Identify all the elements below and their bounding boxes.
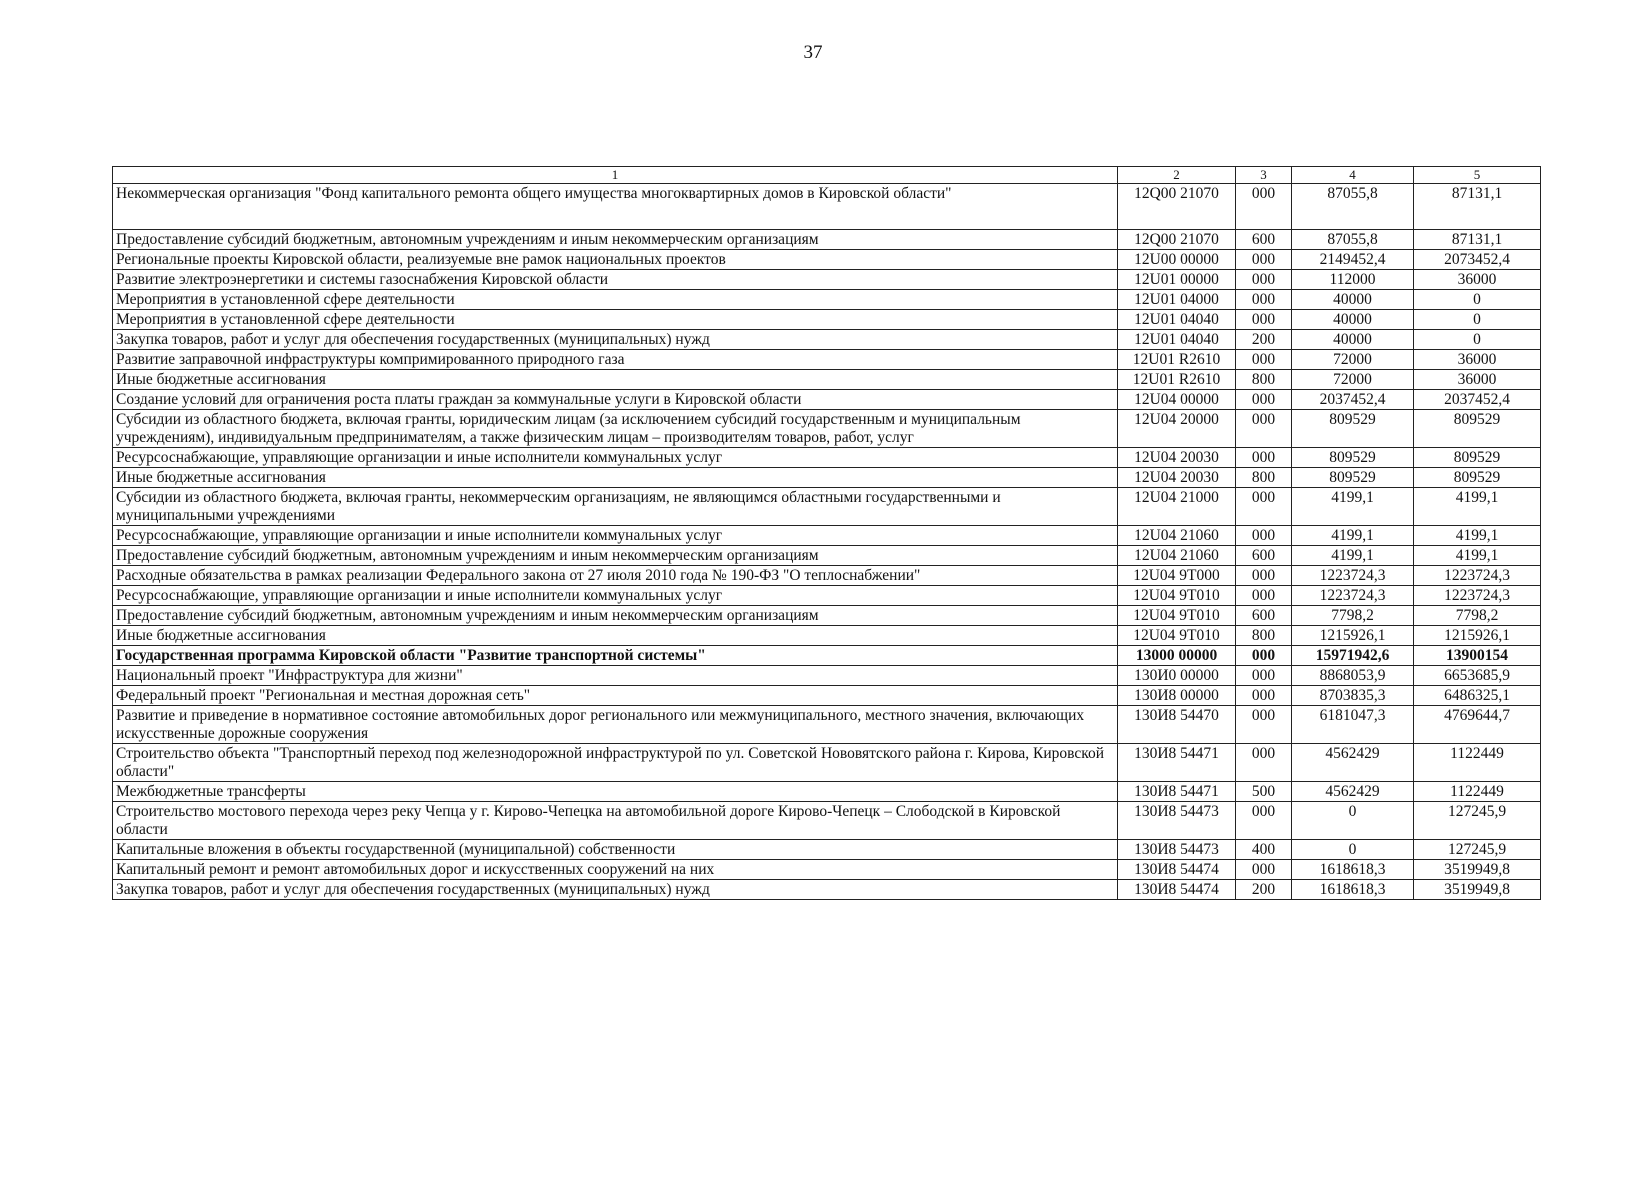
amount-year2-cell: 7798,2	[1414, 606, 1541, 626]
row-name-cell: Капитальный ремонт и ремонт автомобильных дорог и искусственных сооружений на них	[113, 860, 1118, 880]
table-row	[113, 448, 1541, 468]
target-article-cell: 130И8 54473	[1118, 802, 1236, 840]
amount-year1-cell: 72000	[1292, 370, 1414, 390]
amount-year2-cell: 0	[1414, 310, 1541, 330]
table-row	[113, 370, 1541, 390]
table-row	[113, 626, 1541, 646]
expense-type-cell: 000	[1236, 646, 1292, 666]
target-article-cell: 130И8 54474	[1118, 860, 1236, 880]
amount-year2-cell: 87131,1	[1414, 230, 1541, 250]
table-row	[113, 666, 1541, 686]
amount-year1-cell: 8703835,3	[1292, 686, 1414, 706]
row-name-cell: Ресурсоснабжающие, управляющие организации и иные исполнители коммунальных услуг	[113, 526, 1118, 546]
amount-year1-cell: 4562429	[1292, 744, 1414, 782]
target-article-cell: 12U04 21000	[1118, 488, 1236, 526]
target-article-cell: 12U01 04000	[1118, 290, 1236, 310]
table-row	[113, 606, 1541, 626]
row-name-cell: Субсидии из областного бюджета, включая гранты, некоммерческим организациям, не являющимся областными государственными и муниципальными учреждениями	[113, 488, 1118, 526]
row-name-cell: Мероприятия в установленной сфере деятельности	[113, 290, 1118, 310]
amount-year1-cell: 1618618,3	[1292, 860, 1414, 880]
target-article-cell: 12U00 00000	[1118, 250, 1236, 270]
expense-type-cell: 200	[1236, 880, 1292, 900]
expense-type-cell: 000	[1236, 586, 1292, 606]
amount-year1-cell: 1223724,3	[1292, 566, 1414, 586]
amount-year1-cell: 2037452,4	[1292, 390, 1414, 410]
row-name-cell: Создание условий для ограничения роста платы граждан за коммунальные услуги в Кировской области	[113, 390, 1118, 410]
amount-year2-cell: 6653685,9	[1414, 666, 1541, 686]
target-article-cell: 12U04 9T010	[1118, 586, 1236, 606]
amount-year2-cell: 2037452,4	[1414, 390, 1541, 410]
expense-type-cell: 000	[1236, 666, 1292, 686]
amount-year1-cell: 87055,8	[1292, 184, 1414, 230]
column-number-3: 3	[1236, 167, 1292, 184]
target-article-cell: 13000 00000	[1118, 646, 1236, 666]
column-number-4: 4	[1292, 167, 1414, 184]
expense-type-cell: 400	[1236, 840, 1292, 860]
amount-year2-cell: 13900154	[1414, 646, 1541, 666]
target-article-cell: 12U01 00000	[1118, 270, 1236, 290]
table-row	[113, 880, 1541, 900]
table-row	[113, 802, 1541, 840]
table-row	[113, 546, 1541, 566]
amount-year1-cell: 112000	[1292, 270, 1414, 290]
expense-type-cell: 000	[1236, 184, 1292, 230]
expense-type-cell: 600	[1236, 546, 1292, 566]
amount-year1-cell: 87055,8	[1292, 230, 1414, 250]
target-article-cell: 12Q00 21070	[1118, 230, 1236, 250]
amount-year2-cell: 1215926,1	[1414, 626, 1541, 646]
target-article-cell: 12U01 04040	[1118, 310, 1236, 330]
row-name-cell: Федеральный проект "Региональная и местная дорожная сеть"	[113, 686, 1118, 706]
amount-year1-cell: 8868053,9	[1292, 666, 1414, 686]
amount-year1-cell: 1223724,3	[1292, 586, 1414, 606]
amount-year1-cell: 6181047,3	[1292, 706, 1414, 744]
row-name-cell: Развитие заправочной инфраструктуры компримированного природного газа	[113, 350, 1118, 370]
target-article-cell: 12U01 R2610	[1118, 350, 1236, 370]
amount-year2-cell: 3519949,8	[1414, 880, 1541, 900]
amount-year1-cell: 1215926,1	[1292, 626, 1414, 646]
row-name-cell: Расходные обязательства в рамках реализации Федерального закона от 27 июля 2010 года № 190-ФЗ "О теплоснабжении"	[113, 566, 1118, 586]
amount-year2-cell: 127245,9	[1414, 840, 1541, 860]
amount-year2-cell: 1122449	[1414, 744, 1541, 782]
target-article-cell: 12U04 21060	[1118, 526, 1236, 546]
row-name-cell: Иные бюджетные ассигнования	[113, 370, 1118, 390]
expense-type-cell: 000	[1236, 448, 1292, 468]
target-article-cell: 130И8 00000	[1118, 686, 1236, 706]
row-name-cell: Ресурсоснабжающие, управляющие организации и иные исполнители коммунальных услуг	[113, 586, 1118, 606]
table-row	[113, 526, 1541, 546]
row-name-cell: Развитие электроэнергетики и системы газоснабжения Кировской области	[113, 270, 1118, 290]
target-article-cell: 12U04 9T010	[1118, 606, 1236, 626]
amount-year1-cell: 2149452,4	[1292, 250, 1414, 270]
amount-year1-cell: 0	[1292, 802, 1414, 840]
table-row	[113, 488, 1541, 526]
expense-type-cell: 600	[1236, 230, 1292, 250]
target-article-cell: 130И0 00000	[1118, 666, 1236, 686]
row-name-cell: Предоставление субсидий бюджетным, автономным учреждениям и иным некоммерческим организациям	[113, 230, 1118, 250]
table-row	[113, 860, 1541, 880]
target-article-cell: 12U01 04040	[1118, 330, 1236, 350]
row-name-cell: Ресурсоснабжающие, управляющие организации и иные исполнители коммунальных услуг	[113, 448, 1118, 468]
table-row	[113, 350, 1541, 370]
table-row	[113, 566, 1541, 586]
table-row	[113, 310, 1541, 330]
amount-year2-cell: 0	[1414, 330, 1541, 350]
target-article-cell: 130И8 54471	[1118, 744, 1236, 782]
target-article-cell: 130И8 54471	[1118, 782, 1236, 802]
row-name-cell: Предоставление субсидий бюджетным, автономным учреждениям и иным некоммерческим организациям	[113, 606, 1118, 626]
column-number-row	[113, 167, 1541, 184]
amount-year2-cell: 809529	[1414, 468, 1541, 488]
expense-type-cell: 600	[1236, 606, 1292, 626]
amount-year2-cell: 809529	[1414, 448, 1541, 468]
amount-year1-cell: 0	[1292, 840, 1414, 860]
amount-year2-cell: 3519949,8	[1414, 860, 1541, 880]
amount-year2-cell: 6486325,1	[1414, 686, 1541, 706]
target-article-cell: 12U01 R2610	[1118, 370, 1236, 390]
amount-year1-cell: 7798,2	[1292, 606, 1414, 626]
amount-year2-cell: 4199,1	[1414, 546, 1541, 566]
expense-type-cell: 800	[1236, 626, 1292, 646]
table-row	[113, 468, 1541, 488]
row-name-cell: Предоставление субсидий бюджетным, автономным учреждениям и иным некоммерческим организациям	[113, 546, 1118, 566]
row-name-cell: Закупка товаров, работ и услуг для обеспечения государственных (муниципальных) нужд	[113, 880, 1118, 900]
expense-type-cell: 000	[1236, 250, 1292, 270]
amount-year1-cell: 40000	[1292, 290, 1414, 310]
amount-year1-cell: 809529	[1292, 468, 1414, 488]
table-row	[113, 840, 1541, 860]
table-row	[113, 646, 1541, 666]
row-name-cell: Закупка товаров, работ и услуг для обеспечения государственных (муниципальных) нужд	[113, 330, 1118, 350]
expense-type-cell: 000	[1236, 802, 1292, 840]
table-row	[113, 686, 1541, 706]
row-name-cell: Региональные проекты Кировской области, реализуемые вне рамок национальных проектов	[113, 250, 1118, 270]
table-row	[113, 270, 1541, 290]
amount-year2-cell: 1122449	[1414, 782, 1541, 802]
amount-year1-cell: 72000	[1292, 350, 1414, 370]
expense-type-cell: 000	[1236, 860, 1292, 880]
table-row	[113, 706, 1541, 744]
row-name-cell: Национальный проект "Инфраструктура для жизни"	[113, 666, 1118, 686]
column-number-5: 5	[1414, 167, 1541, 184]
row-name-cell: Государственная программа Кировской области "Развитие транспортной системы"	[113, 646, 1118, 666]
row-name-cell: Строительство объекта "Транспортный переход под железнодорожной инфраструктурой по ул. Советской Нововятского района г. Кирова, Кировской области"	[113, 744, 1118, 782]
amount-year2-cell: 4769644,7	[1414, 706, 1541, 744]
amount-year1-cell: 809529	[1292, 410, 1414, 448]
target-article-cell: 12U04 9T000	[1118, 566, 1236, 586]
expense-type-cell: 000	[1236, 488, 1292, 526]
table-row	[113, 184, 1541, 230]
amount-year2-cell: 2073452,4	[1414, 250, 1541, 270]
amount-year1-cell: 4199,1	[1292, 488, 1414, 526]
expense-type-cell: 200	[1236, 330, 1292, 350]
target-article-cell: 12Q00 21070	[1118, 184, 1236, 230]
row-name-cell: Иные бюджетные ассигнования	[113, 468, 1118, 488]
row-name-cell: Субсидии из областного бюджета, включая гранты, юридическим лицам (за исключением субсидий государственным и муниципальным учреждениям), индивидуальным предпринимателям, а также физическим лицам – производителям товаров, работ, услуг	[113, 410, 1118, 448]
amount-year1-cell: 40000	[1292, 330, 1414, 350]
amount-year1-cell: 15971942,6	[1292, 646, 1414, 666]
page-number: 37	[803, 42, 823, 63]
amount-year2-cell: 1223724,3	[1414, 566, 1541, 586]
target-article-cell: 12U04 9T010	[1118, 626, 1236, 646]
table-row	[113, 250, 1541, 270]
column-number-1: 1	[113, 167, 1118, 184]
table-row	[113, 330, 1541, 350]
amount-year2-cell: 809529	[1414, 410, 1541, 448]
amount-year1-cell: 809529	[1292, 448, 1414, 468]
amount-year2-cell: 4199,1	[1414, 488, 1541, 526]
table-row	[113, 744, 1541, 782]
row-name-cell: Некоммерческая организация "Фонд капитального ремонта общего имущества многоквартирных домов в Кировской области"	[113, 184, 1118, 230]
column-number-2: 2	[1118, 167, 1236, 184]
row-name-cell: Иные бюджетные ассигнования	[113, 626, 1118, 646]
target-article-cell: 130И8 54470	[1118, 706, 1236, 744]
expense-type-cell: 000	[1236, 526, 1292, 546]
row-name-cell: Строительство мостового перехода через реку Чепца у г. Кирово-Чепецка на автомобильной дороге Кирово-Чепецк – Слободской в Кировской области	[113, 802, 1118, 840]
target-article-cell: 12U04 00000	[1118, 390, 1236, 410]
amount-year1-cell: 4562429	[1292, 782, 1414, 802]
amount-year2-cell: 1223724,3	[1414, 586, 1541, 606]
expense-type-cell: 500	[1236, 782, 1292, 802]
amount-year1-cell: 4199,1	[1292, 526, 1414, 546]
row-name-cell: Развитие и приведение в нормативное состояние автомобильных дорог регионального или межмуниципального, местного значения, включающих искусственные дорожные сооружения	[113, 706, 1118, 744]
amount-year1-cell: 1618618,3	[1292, 880, 1414, 900]
amount-year2-cell: 36000	[1414, 350, 1541, 370]
amount-year2-cell: 4199,1	[1414, 526, 1541, 546]
amount-year2-cell: 36000	[1414, 370, 1541, 390]
expense-type-cell: 000	[1236, 310, 1292, 330]
amount-year2-cell: 87131,1	[1414, 184, 1541, 230]
row-name-cell: Мероприятия в установленной сфере деятельности	[113, 310, 1118, 330]
table-row	[113, 230, 1541, 250]
amount-year2-cell: 0	[1414, 290, 1541, 310]
table-row	[113, 410, 1541, 448]
target-article-cell: 130И8 54473	[1118, 840, 1236, 860]
expense-type-cell: 000	[1236, 270, 1292, 290]
target-article-cell: 130И8 54474	[1118, 880, 1236, 900]
expense-type-cell: 000	[1236, 410, 1292, 448]
amount-year2-cell: 127245,9	[1414, 802, 1541, 840]
expense-type-cell: 000	[1236, 350, 1292, 370]
row-name-cell: Межбюджетные трансферты	[113, 782, 1118, 802]
target-article-cell: 12U04 21060	[1118, 546, 1236, 566]
amount-year1-cell: 4199,1	[1292, 546, 1414, 566]
expense-type-cell: 000	[1236, 566, 1292, 586]
target-article-cell: 12U04 20030	[1118, 448, 1236, 468]
amount-year1-cell: 40000	[1292, 310, 1414, 330]
budget-table	[112, 166, 1541, 900]
expense-type-cell: 800	[1236, 370, 1292, 390]
expense-type-cell: 000	[1236, 686, 1292, 706]
table-row	[113, 290, 1541, 310]
table-body	[113, 184, 1541, 900]
expense-type-cell: 000	[1236, 290, 1292, 310]
amount-year2-cell: 36000	[1414, 270, 1541, 290]
target-article-cell: 12U04 20030	[1118, 468, 1236, 488]
expense-type-cell: 800	[1236, 468, 1292, 488]
expense-type-cell: 000	[1236, 390, 1292, 410]
table-row	[113, 782, 1541, 802]
target-article-cell: 12U04 20000	[1118, 410, 1236, 448]
expense-type-cell: 000	[1236, 744, 1292, 782]
row-name-cell: Капитальные вложения в объекты государственной (муниципальной) собственности	[113, 840, 1118, 860]
expense-type-cell: 000	[1236, 706, 1292, 744]
table-row	[113, 586, 1541, 606]
table-row	[113, 390, 1541, 410]
